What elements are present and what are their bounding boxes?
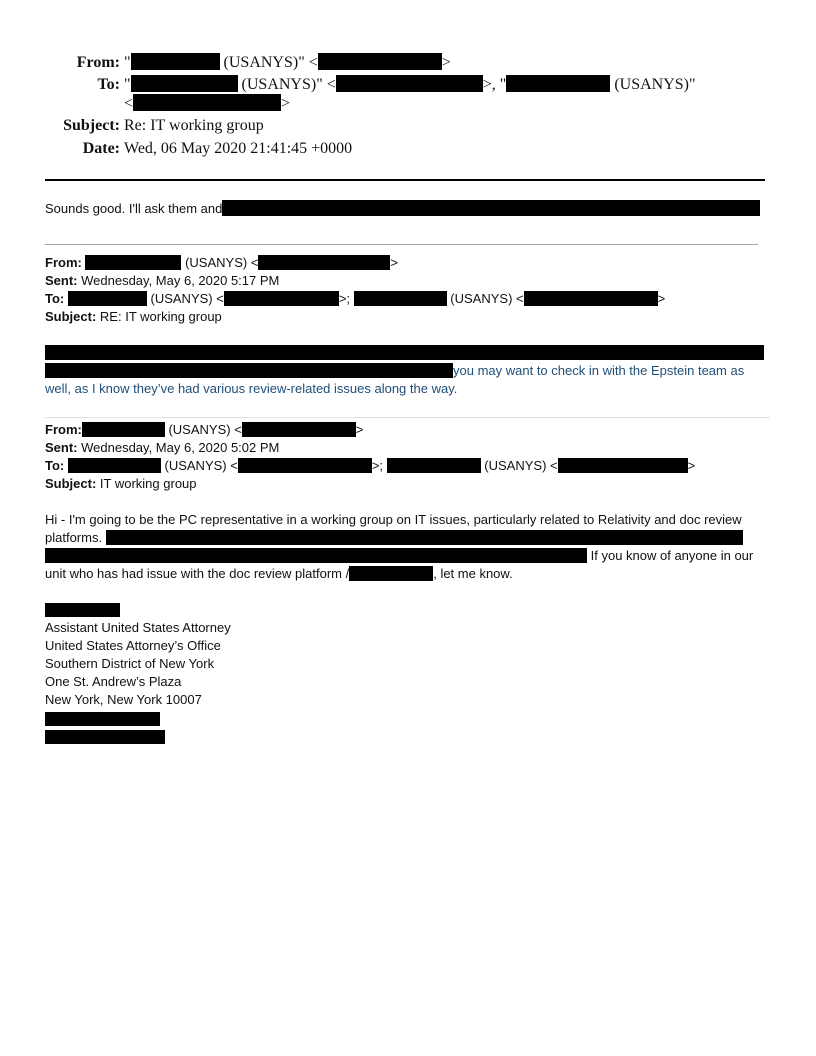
redaction	[242, 422, 356, 437]
msg1-body-line2: you may want to check in with the Epstein team as	[45, 362, 744, 380]
msg1-to-row: To: (USANYS) < >; (USANYS) < >	[45, 291, 666, 306]
redaction	[131, 75, 238, 92]
redaction	[222, 200, 760, 216]
msg2-from-row: From: (USANYS) < >	[45, 422, 364, 437]
redaction	[45, 712, 160, 726]
signature-office: United States Attorney’s Office	[45, 638, 221, 653]
msg2-sent-row: Sent: Wednesday, May 6, 2020 5:02 PM	[45, 440, 280, 455]
msg1-from-row: From: (USANYS) < >	[45, 255, 399, 270]
redaction	[82, 422, 165, 437]
header-from-label: From:	[76, 54, 120, 71]
msg1-body-line3: well, as I know they’ve had various review-related issues along the way.	[45, 381, 458, 396]
redaction	[224, 291, 339, 306]
quoted-divider-2	[45, 417, 770, 418]
header-to-line2: < >	[124, 95, 291, 112]
redaction	[524, 291, 658, 306]
msg1-sent-row: Sent: Wednesday, May 6, 2020 5:17 PM	[45, 273, 280, 288]
msg1-subject-row: Subject: RE: IT working group	[45, 309, 222, 324]
header-to-label: To:	[97, 76, 120, 93]
redaction	[318, 53, 442, 70]
redaction	[68, 291, 147, 306]
quoted-divider-1	[45, 244, 758, 245]
msg2-body-line3: If you know of anyone in our	[45, 547, 753, 565]
redaction	[133, 94, 281, 111]
header-date-label: Date:	[82, 140, 120, 157]
msg2-subject-row: Subject: IT working group	[45, 476, 197, 491]
redaction	[106, 530, 743, 545]
redaction	[354, 291, 447, 306]
header-date-value: Wed, 06 May 2020 21:41:45 +0000	[124, 140, 353, 157]
redaction	[45, 603, 120, 617]
reply-text: Sounds good. I'll ask them and	[45, 200, 760, 218]
redaction	[349, 566, 433, 581]
header-from-value: " (USANYS)" < >	[124, 54, 451, 71]
signature-district: Southern District of New York	[45, 656, 215, 671]
signature-title: Assistant United States Attorney	[45, 620, 231, 635]
redaction	[258, 255, 390, 270]
signature-address2: New York, New York 10007	[45, 692, 202, 707]
redaction	[558, 458, 688, 473]
msg2-body-line1: Hi - I'm going to be the PC representative in a working group on IT issues, particularly related to Relativity and doc review	[45, 512, 742, 527]
redaction	[85, 255, 181, 270]
msg2-to-row: To: (USANYS) < >; (USANYS) < >	[45, 458, 696, 473]
msg2-body-line4: unit who has had issue with the doc review platform / , let me know.	[45, 566, 513, 581]
msg2-body-line2: platforms.	[45, 529, 743, 547]
redaction	[131, 53, 220, 70]
redaction	[45, 730, 165, 744]
redaction	[336, 75, 483, 92]
header-to-value: " (USANYS)" < >, " (USANYS)"	[124, 76, 696, 93]
redaction	[387, 458, 481, 473]
header-divider	[45, 179, 765, 181]
header-subject-value: Re: IT working group	[124, 117, 264, 134]
signature-address1: One St. Andrew’s Plaza	[45, 674, 182, 689]
redaction	[506, 75, 610, 92]
redaction	[45, 548, 587, 563]
redaction	[45, 345, 764, 360]
redaction	[68, 458, 161, 473]
header-subject-label: Subject:	[63, 117, 120, 134]
redaction	[238, 458, 372, 473]
redaction	[45, 363, 453, 378]
